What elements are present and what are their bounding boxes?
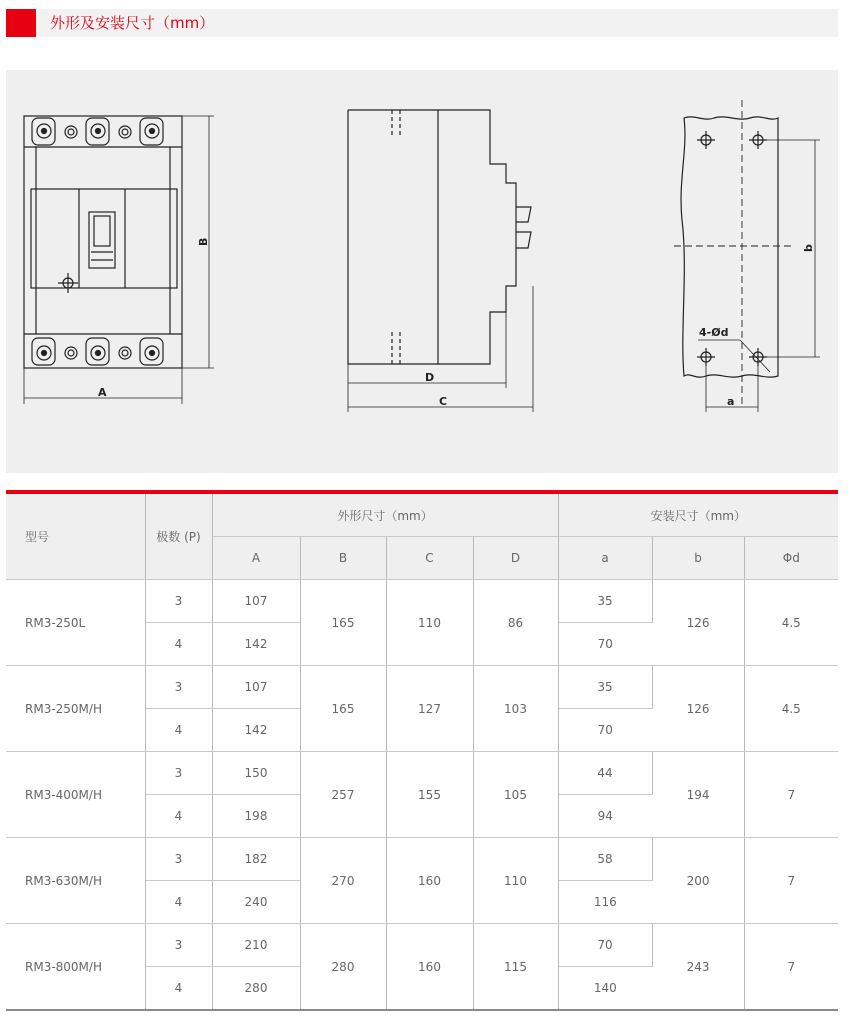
col-group-outline: 外形尺寸（mm） xyxy=(212,494,558,537)
model-cell: RM3-800M/H xyxy=(6,924,145,1011)
poles-cell: 4 xyxy=(145,795,212,838)
B-cell: 165 xyxy=(300,666,386,752)
A-cell: 107 xyxy=(212,580,300,623)
poles-cell: 3 xyxy=(145,924,212,967)
dimension-drawing-svg xyxy=(6,70,838,473)
col-B: B xyxy=(300,537,386,580)
D-cell: 115 xyxy=(473,924,558,1011)
header-accent-block xyxy=(6,9,36,37)
A-cell: 142 xyxy=(212,623,300,666)
model-cell: RM3-630M/H xyxy=(6,838,145,924)
poles-cell: 4 xyxy=(145,709,212,752)
b-cell: 194 xyxy=(652,752,744,838)
A-cell: 210 xyxy=(212,924,300,967)
poles-cell: 4 xyxy=(145,623,212,666)
table-row xyxy=(6,752,838,795)
model-cell: RM3-250L xyxy=(6,580,145,666)
B-cell: 270 xyxy=(300,838,386,924)
label-A: A xyxy=(98,386,107,399)
label-a: a xyxy=(727,395,735,408)
section-header xyxy=(6,9,838,37)
a-cell: 140 xyxy=(558,967,652,1011)
D-cell: 86 xyxy=(473,580,558,666)
a-cell: 94 xyxy=(558,795,652,838)
B-cell: 165 xyxy=(300,580,386,666)
A-cell: 142 xyxy=(212,709,300,752)
col-group-mount: 安装尺寸（mm） xyxy=(558,494,838,537)
a-cell: 70 xyxy=(558,623,652,666)
col-D: D xyxy=(473,537,558,580)
poles-cell: 3 xyxy=(145,838,212,881)
A-cell: 240 xyxy=(212,881,300,924)
A-cell: 107 xyxy=(212,666,300,709)
dimension-drawing xyxy=(6,70,838,473)
A-cell: 182 xyxy=(212,838,300,881)
d-cell: 4.5 xyxy=(744,580,838,666)
label-B: B xyxy=(197,237,210,246)
poles-cell: 3 xyxy=(145,666,212,709)
col-a: a xyxy=(558,537,652,580)
d-cell: 4.5 xyxy=(744,666,838,752)
C-cell: 160 xyxy=(386,838,473,924)
C-cell: 127 xyxy=(386,666,473,752)
A-cell: 150 xyxy=(212,752,300,795)
D-cell: 110 xyxy=(473,838,558,924)
A-cell: 280 xyxy=(212,967,300,1011)
table-row xyxy=(6,580,838,623)
d-cell: 7 xyxy=(744,924,838,1011)
label-D: D xyxy=(425,371,435,384)
poles-cell: 4 xyxy=(145,967,212,1011)
B-cell: 257 xyxy=(300,752,386,838)
label-b: b xyxy=(802,244,815,252)
b-cell: 243 xyxy=(652,924,744,1011)
b-cell: 200 xyxy=(652,838,744,924)
C-cell: 110 xyxy=(386,580,473,666)
table-row xyxy=(6,666,838,709)
col-d: Φd xyxy=(744,537,838,580)
model-cell: RM3-400M/H xyxy=(6,752,145,838)
a-cell: 116 xyxy=(558,881,652,924)
B-cell: 280 xyxy=(300,924,386,1011)
dimension-table xyxy=(6,494,838,1011)
label-C: C xyxy=(439,395,448,408)
a-cell: 70 xyxy=(558,709,652,752)
a-cell: 70 xyxy=(558,924,652,967)
b-cell: 126 xyxy=(652,580,744,666)
col-model: 型号 xyxy=(6,494,145,580)
C-cell: 160 xyxy=(386,924,473,1011)
col-b: b xyxy=(652,537,744,580)
D-cell: 103 xyxy=(473,666,558,752)
section-title: 外形及安装尺寸（mm） xyxy=(50,14,215,32)
D-cell: 105 xyxy=(473,752,558,838)
col-A: A xyxy=(212,537,300,580)
a-cell: 58 xyxy=(558,838,652,881)
C-cell: 155 xyxy=(386,752,473,838)
model-cell: RM3-250M/H xyxy=(6,666,145,752)
table-row xyxy=(6,924,838,967)
poles-cell: 3 xyxy=(145,580,212,623)
mounting-view xyxy=(674,100,820,412)
label-holes: 4-Ød xyxy=(699,326,729,339)
A-cell: 198 xyxy=(212,795,300,838)
col-C: C xyxy=(386,537,473,580)
poles-cell: 3 xyxy=(145,752,212,795)
table-row xyxy=(6,838,838,881)
col-poles: 极数 (P) xyxy=(145,494,212,580)
a-cell: 35 xyxy=(558,666,652,709)
side-view xyxy=(348,110,533,412)
b-cell: 126 xyxy=(652,666,744,752)
d-cell: 7 xyxy=(744,838,838,924)
front-view xyxy=(24,116,214,404)
poles-cell: 4 xyxy=(145,881,212,924)
d-cell: 7 xyxy=(744,752,838,838)
a-cell: 44 xyxy=(558,752,652,795)
a-cell: 35 xyxy=(558,580,652,623)
